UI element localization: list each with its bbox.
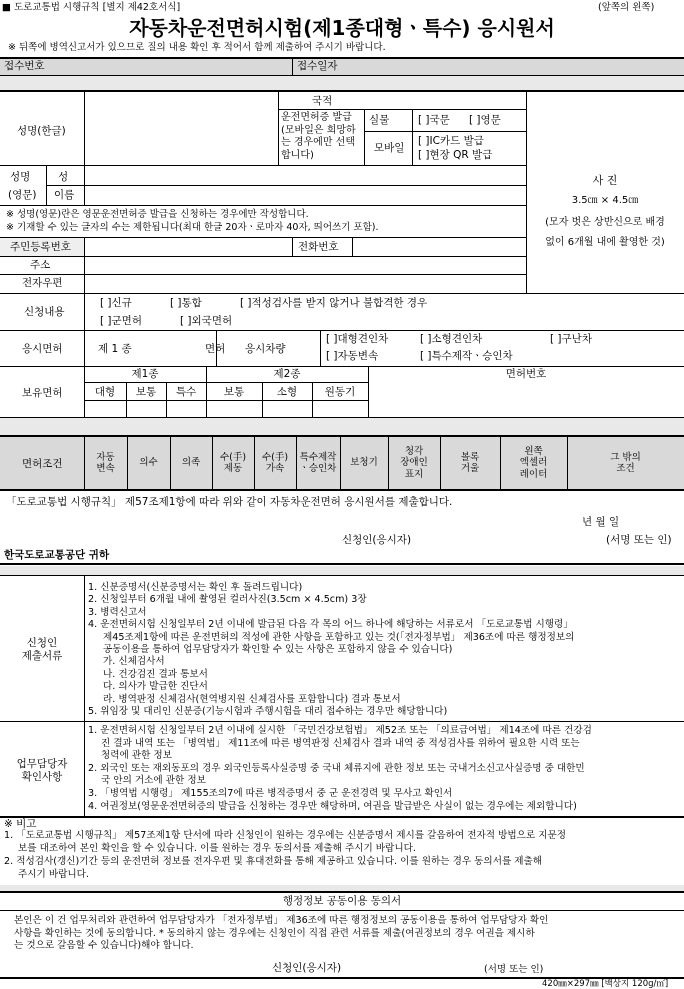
officer-check-item: 1. 운전면허시험 신청일부터 2년 이내에 실시한 「국민건강보험법」 제52조 또는 「의료급여법」 제14조에 따른 건강검 [88, 725, 592, 736]
eng-name-label-2: (영문) [8, 189, 37, 201]
option-military[interactable]: [ ]군면허 [100, 315, 142, 327]
declaration-date: 년 월 일 [582, 516, 620, 528]
remark-line: 주시기 바랍니다. [18, 869, 89, 880]
nationality-label: 국적 [312, 95, 333, 107]
owned-license-label: 보유면허 [22, 387, 63, 399]
vehicle-automatic[interactable]: [ ]자동변속 [326, 350, 379, 362]
vehicle-special[interactable]: [ ]특수제작ㆍ승인차 [420, 350, 513, 362]
condition-header: 의수 [139, 457, 158, 469]
address-label: 주소 [30, 259, 51, 271]
license-number-label: 면허번호 [505, 368, 547, 380]
condition-header: 볼록 거울 [460, 451, 480, 474]
receipt-number-label: 접수번호 [4, 60, 45, 72]
phone-label: 전화번호 [298, 241, 339, 253]
exam-class-text: 제 1 종 [98, 343, 132, 355]
class1-special: 특수 [175, 386, 197, 398]
application-label: 신청내용 [24, 306, 65, 318]
consent-line: 는 것으로 갈음할 수 있습니다)해야 합니다. [14, 940, 194, 951]
vehicle-small-tow[interactable]: [ ]소형견인차 [420, 333, 483, 345]
class1-regular: 보통 [135, 386, 157, 398]
class2-small: 소형 [276, 386, 298, 398]
real-card-label: 실물 [369, 114, 390, 126]
applicant-document-item: 5. 위임장 및 대리인 신분증(기능시험과 주행시험을 대리 접수하는 경우만 해당합니다) [88, 706, 448, 717]
condition-header: 수(手) 가속 [261, 451, 289, 474]
eng-name-label-1: 성명 [10, 171, 31, 183]
real-option-english[interactable]: [ ]영문 [469, 114, 501, 126]
condition-header: 특수제작 ㆍ승인차 [299, 451, 337, 474]
page-side-note: (앞쪽의 왼쪽) [598, 2, 655, 13]
condition-header: 그 밖의 조건 [610, 451, 641, 474]
condition-header: 의족 [181, 457, 201, 469]
condition-header: 수(手) 제동 [219, 451, 247, 474]
remark-line: 1. 「도로교통법 시행규칙」 제57조제1항 단서에 따라 신청인이 원하는 경우에는 신분증명서 제시를 갈음하여 전자적 방법으로 지문정 [4, 830, 566, 841]
rrn-label: 주민등록번호 [10, 241, 71, 253]
license-issue-label: 운전면허증 발급 (모바일은 희망하는 경우에만 선택합니다) [281, 112, 356, 161]
class1-label: 제1종 [131, 368, 159, 380]
name-korean-label: 성명(한글) [17, 125, 66, 137]
char-limit-note: ※ 기재할 수 있는 글자의 수는 제한됩니다(최대 한글 20자ㆍ로마자 40자, 띄어쓰기 포함). [6, 222, 379, 233]
remark-line: 보를 대조하여 본인 확인을 할 수 있습니다. 이를 원하는 경우 동의서를 제출해 주시기 바랍니다. [18, 843, 416, 854]
photo-desc-2: 없이 6개월 내에 촬영한 것) [545, 237, 665, 248]
consent-applicant-label: 신청인(응시자) [272, 962, 342, 974]
consent-line: 사항을 확인하는 것에 동의합니다. * 동의하지 않는 경우에는 신청인이 직접 관련 서류를 제출(여권정보의 경우 여권을 제시하 [14, 927, 535, 939]
photo-desc-1: (모자 벗은 상반신으로 배경 [545, 217, 665, 228]
vehicle-large-tow[interactable]: [ ]대형견인차 [326, 333, 389, 345]
officer-check-item: 진 결과 내역 또는 「병역법」 제11조에 따른 병역판정 신체검사 결과 내역 중 적성검사를 위하여 필요한 시력 또는 [101, 737, 580, 749]
eng-name-note: ※ 성명(영문)란은 영문운전면허증 발급을 신청하는 경우에만 작성합니다. [6, 209, 309, 220]
consent-line: 본인은 이 건 업무처리와 관련하여 업무담당자가 「전자정부법」 제36조에 따른 행정정보의 공동이용을 통하여 업무담당자 확인 [14, 915, 549, 926]
applicant-document-item: 공동이용을 통하여 업무담당자가 확인할 수 있는 사항은 포함하지 않을 수 있습니다) [103, 644, 453, 655]
applicant-document-item: 1. 신분증명서(신분증명서는 확인 후 돌려드립니다) [88, 582, 303, 593]
option-merge[interactable]: [ ]통합 [170, 297, 202, 309]
applicant-document-item: 제45조제1항에 따른 운전면허의 적성에 관한 사항을 포함하고 있는 것(「전자정부법」 제36조에 따른 행정정보의 [103, 631, 575, 643]
declaration-statement: 「도로교통법 시행규칙」 제57조제1항에 따라 위와 같이 자동차운전면허 응시원서를 제출합니다. [6, 496, 453, 508]
declaration-addressee: 한국도로교통공단 귀하 [4, 549, 110, 561]
paper-spec: 420㎜×297㎜ [백상지 120g/㎡] [542, 979, 669, 989]
condition-header: 자동 변속 [96, 451, 115, 474]
form-title: 자동차운전면허시험(제1종대형ㆍ특수) 응시원서 [129, 16, 555, 40]
exam-license-label: 응시면허 [22, 343, 63, 355]
remarks-title: ※ 비고 [4, 818, 37, 830]
declaration-sign-label[interactable]: (서명 또는 인) [606, 534, 672, 546]
officer-check-item: 국 안의 거소에 관한 정보 [101, 775, 206, 787]
remark-line: 2. 적성검사(갱신)기간 등의 운전면허 정보를 전자우편 및 휴대전화를 통해 제공하고 있습니다. 이를 원하는 경우 동의서를 제출해 [4, 856, 543, 867]
law-reference: ■ 도로교통법 시행규칙 [별지 제42호서식] [2, 2, 181, 13]
applicant-document-item: 라. 병역판정 신체검사(현역병지원 신체검사를 포함합니다) 결과 통보서 [103, 693, 401, 705]
condition-header: 보청기 [350, 457, 378, 469]
surname-label: 성 [58, 171, 69, 183]
spacer-band [0, 76, 684, 90]
exam-vehicle-label: 응시차량 [245, 343, 286, 355]
applicant-document-item: 다. 의사가 발급한 진단서 [103, 681, 208, 693]
option-foreign[interactable]: [ ]외국면허 [180, 315, 233, 327]
class2-label: 제2종 [273, 368, 301, 380]
condition-header: 청각 장애인 표지 [400, 445, 428, 480]
applicant-document-item: 4. 운전면허시험 신청일부터 2년 이내에 발급된 다음 각 목의 어느 하나에 해당하는 서류로서 「도로교통법 시행령」 [88, 619, 573, 631]
applicant-document-item: 2. 신청일부터 6개월 내에 촬영된 컬러사진(3.5cm × 4.5cm) 3장 [88, 594, 367, 606]
receipt-row-bg [0, 58, 684, 75]
photo-size: 3.5㎝ × 4.5㎝ [571, 195, 639, 206]
receipt-date-label: 접수일자 [297, 60, 338, 72]
officer-check-item: 2. 외국인 또는 재외동포의 경우 외국인등록사실증명 중 국내 체류지에 관한 정보 또는 국내거소신고사실증명 중 대한민 [88, 762, 585, 774]
consent-title: 행정정보 공동이용 동의서 [282, 895, 402, 907]
class2-motorized: 원동기 [324, 386, 356, 398]
applicant-document-item: 나. 건강검진 결과 통보서 [103, 668, 208, 680]
officer-check-label: 업무담당자 확인사항 [16, 758, 68, 783]
officer-check-item: 청력에 관한 정보 [101, 750, 172, 762]
consent-sign-label[interactable]: (서명 또는 인) [484, 964, 544, 975]
condition-header: 왼쪽 엑셀러 레이터 [519, 445, 548, 480]
mobile-label: 모바일 [374, 142, 405, 154]
class1-large: 대형 [94, 386, 116, 398]
given-name-label: 이름 [54, 189, 75, 201]
officer-check-item: 3. 「병역법 시행령」 제155조의7에 따른 병적증명서 중 군 운전경력 및 무사고 확인서 [88, 788, 453, 799]
exam-license-suffix: 면허 [205, 343, 226, 355]
mobile-option-ic-card[interactable]: [ ]IC카드 발급 [418, 135, 484, 147]
applicant-document-item: 가. 신체검사서 [103, 656, 165, 668]
class2-regular: 보통 [223, 386, 245, 398]
email-label: 전자우편 [22, 277, 63, 289]
applicant-document-item: 3. 병력신고서 [88, 606, 147, 618]
photo-title: 사 진 [592, 174, 618, 187]
conditions-label: 면허조건 [22, 458, 63, 470]
vehicle-wrecker[interactable]: [ ]구난차 [550, 333, 592, 345]
mobile-option-qr[interactable]: [ ]현장 QR 발급 [418, 149, 493, 161]
officer-check-item: 4. 여권정보(영문운전면허증의 발급을 신청하는 경우만 해당하며, 여권을 발급받은 사실이 없는 경우에는 제외합니다) [88, 800, 577, 812]
applicant-documents-label: 신청인 제출서류 [21, 637, 63, 662]
real-option-korean[interactable]: [ ]국문 [418, 114, 450, 126]
form-notice: ※ 뒤쪽에 병역신고서가 있으므로 질의 내용 확인 후 적어서 함께 제출하여 주시기 바랍니다. [8, 42, 386, 53]
option-aptitude-failed[interactable]: [ ]적성검사를 받지 않거나 불합격한 경우 [240, 297, 428, 309]
declaration-applicant-label: 신청인(응시자) [342, 534, 412, 546]
option-new[interactable]: [ ]신규 [100, 297, 132, 309]
